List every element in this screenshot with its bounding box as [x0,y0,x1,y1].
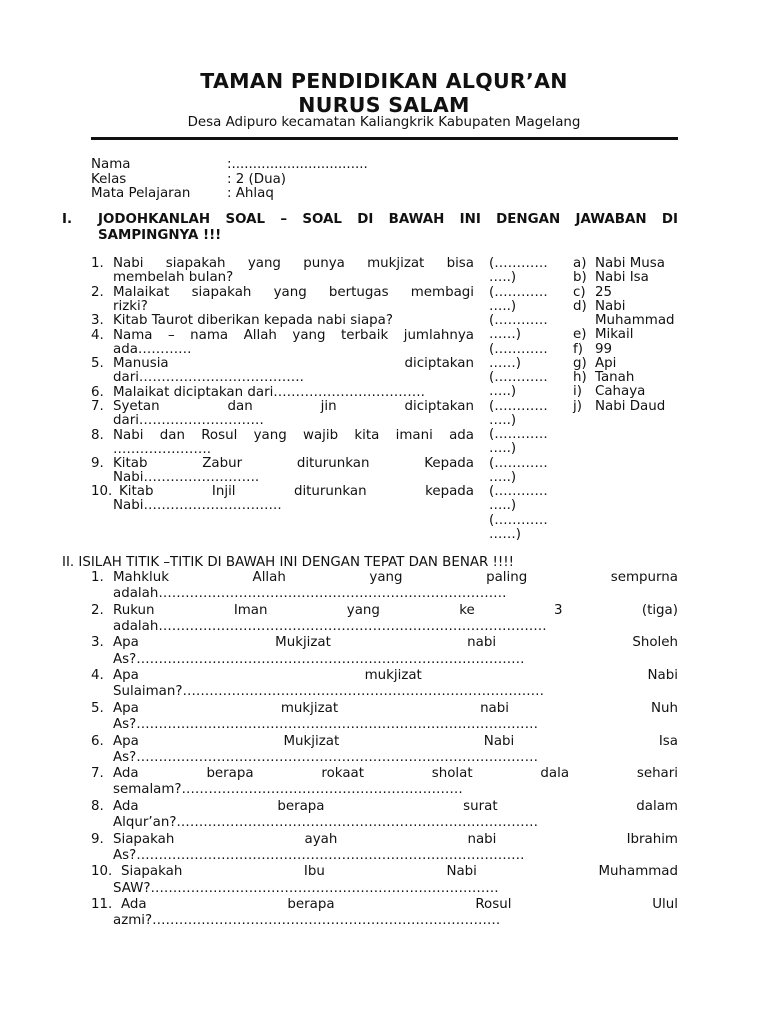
question-text: Kitab Injil diturunkan kepada [119,485,474,499]
answer-blank-line[interactable]: SAW?…………………………………………………………………… [113,880,499,896]
question-word: Rukun [113,602,155,618]
question-text: Nama – nama Allah yang terbaik jumlahnya [113,329,474,343]
question-word: rokaat [321,766,364,782]
question-word: mukjizat [364,668,422,684]
question-text [113,603,678,619]
question-number: 2. [91,285,104,300]
question-word: berapa [287,897,335,912]
option-text: Nabi [595,298,626,314]
answer-blank[interactable]: (………… [489,313,548,328]
answer-blank[interactable]: ……) [489,526,522,542]
question-word: Nabi [647,668,678,684]
answer-blank[interactable]: (………… [489,512,548,528]
question-word: nabi [467,831,497,847]
question-word: 3 [554,602,563,618]
option-letter: c) [573,284,586,300]
question-word: Sholeh [632,635,678,651]
question-word: ayah [304,831,338,847]
fill-in-question [91,570,678,602]
answer-option [573,257,665,271]
question-number: 2. [91,602,104,618]
question-word: Mukjizat [275,635,331,651]
question-number: 5. [91,700,104,716]
answer-blank[interactable]: …..) [489,412,517,428]
answer-blank-line[interactable]: Sulaiman?……………………………………………………………………… [113,684,545,700]
option-text: Muhammad [595,313,675,328]
matching-question [91,314,474,328]
option-letter: g) [573,355,587,371]
question-word: Apa [113,668,139,684]
info-value: : 2 (Dua) [227,172,286,187]
matching-question [91,457,474,486]
question-word: Allah [252,570,286,585]
question-number: 7. [91,766,104,782]
question-word: surat [463,798,498,814]
question-word: Muhammad [598,864,678,880]
option-letter: h) [573,370,587,385]
fill-in-question [91,766,678,798]
answer-option [573,314,675,328]
fill-in-question [91,897,678,929]
question-word: sehari [636,766,678,782]
question-word: (tiga) [641,602,678,618]
option-letter: b) [573,270,587,286]
question-number: 7. [91,399,104,414]
answer-blank[interactable]: …..) [489,270,517,286]
answer-option [573,343,612,357]
question-text [113,734,678,750]
answer-blank[interactable]: (………… [489,370,548,385]
section1-number: I. [62,212,73,227]
question-word: Ada [113,798,139,814]
option-text: Mikail [595,327,634,343]
answer-option [573,385,645,399]
school-name: NURUS SALAM [298,93,470,117]
info-label: Kelas [91,172,127,187]
question-word: Mukjizat [283,733,340,749]
fill-in-question [91,668,678,700]
answer-blank[interactable]: (………… [489,427,548,442]
answer-blank[interactable]: ……) [489,327,522,343]
option-text: 25 [595,284,613,300]
answer-blank[interactable]: (………… [489,256,548,271]
option-text: Cahaya [595,384,646,400]
option-text: Nabi Musa [595,256,665,271]
question-number: 6. [91,385,104,400]
question-number: 9. [91,831,104,847]
answer-blank-line[interactable]: As?…………………………………………………………………………… [113,847,525,863]
option-text: Nabi Daud [595,398,666,414]
answer-blank[interactable]: …..) [489,469,517,485]
fill-in-question [91,701,678,733]
question-word: berapa [206,766,254,782]
question-word: Ibu [303,864,325,880]
question-text [113,635,678,651]
matching-question [91,386,474,400]
question-word: sholat [431,766,473,782]
question-word: Mahkluk [113,570,169,585]
answer-blank[interactable]: (………… [489,455,548,471]
question-word: Nuh [650,700,678,716]
question-text [113,832,678,848]
question-word: berapa [277,798,325,814]
answer-blank[interactable]: (………… [489,341,548,357]
question-number: 3. [91,635,104,651]
question-text: Malaikat diciptakan dari……………………………. [113,386,425,400]
question-word: yang [346,602,380,618]
info-label: Mata Pelajaran [91,186,191,201]
option-text: Api [595,355,617,371]
question-word: Apa [113,635,139,651]
question-text [121,897,678,913]
question-number: 4. [91,668,104,684]
matching-question [91,357,474,386]
question-text: Nabi dan Rosul yang wajib kita imani ada [113,429,474,443]
question-text-cont: …………………. [113,442,211,458]
question-text [121,864,678,880]
fill-in-question [91,603,678,635]
question-word: dalam [636,798,678,814]
question-text [113,668,678,684]
option-letter: e) [573,327,587,343]
answer-blank-line[interactable]: Alqur’an?……………………………………………………………………… [113,815,538,831]
question-word: Ada [121,897,147,912]
question-text-cont: Nabi…………………………. [113,498,282,514]
question-text [113,799,678,815]
matching-question [91,329,474,358]
question-number: 8. [91,428,104,443]
answer-blank-line[interactable]: As?…………………………………………………………………………… [113,651,525,667]
option-text: Nabi Isa [595,270,649,286]
school-address: Desa Adipuro kecamatan Kaliangkrik Kabupaten Magelang [187,115,581,130]
question-word: Nabi [483,733,515,749]
question-text-cont: membelah bulan? [113,270,234,286]
question-word: yang [369,570,403,585]
answer-blank-line[interactable]: semalam?……………………………………………………… [113,782,463,798]
matching-question [91,286,474,315]
option-letter: d) [573,298,587,314]
question-word: nabi [467,635,497,651]
answer-blank-line[interactable]: As?……………………………………………………………………………… [113,749,538,765]
option-letter: a) [573,256,587,271]
question-number: 10. [91,864,113,880]
option-text: 99 [595,341,613,357]
matching-question [91,400,474,429]
question-text: Nabi siapakah yang punya mukjizat bisa [113,257,474,271]
question-word: mukjizat [280,700,339,716]
option-text: Tanah [595,370,635,385]
question-word: Ada [113,766,139,782]
question-word: Siapakah [121,864,183,880]
section1-heading: JODOHKANLAH SOAL – SOAL DI BAWAH INI DENGAN JAWABAN DI SAMPINGNYA !!! [98,212,678,243]
answer-option [573,271,649,285]
answer-blank[interactable]: (………… [489,484,548,499]
question-text: Kitab Zabur diturunkan Kepada [113,457,474,471]
question-word: paling [486,570,528,585]
info-value: : Ahlaq [227,186,274,201]
matching-question [91,485,474,514]
answer-blank[interactable]: …..) [489,498,517,514]
question-text [113,701,678,717]
answer-option [573,328,633,342]
answer-blank[interactable]: …..) [489,441,517,457]
question-text [113,766,678,782]
answer-blank-line[interactable]: adalah…………………………………………………………………………… [113,618,547,634]
question-word: Apa [113,733,139,749]
answer-option [573,371,634,385]
question-number: 11. [91,897,113,912]
question-text: Kitab Taurot diberikan kepada nabi siapa? [113,314,393,328]
question-number: 1. [91,256,104,271]
school-title: TAMAN PENDIDIKAN ALQUR’AN [200,69,568,93]
info-label: Nama [91,157,131,172]
question-number: 8. [91,798,104,814]
question-text-cont: dari………………………. [113,413,264,429]
fill-in-question [91,734,678,766]
fill-in-question [91,635,678,667]
answer-blank[interactable]: (………… [489,284,548,300]
answer-blank[interactable]: ……) [489,355,522,371]
option-letter: j) [573,398,582,414]
question-word: Iman [233,602,268,618]
question-word: nabi [480,700,509,716]
question-text: Syetan dan jin diciptakan [113,400,474,414]
question-text-cont: dari………………………………. [113,370,304,386]
question-text: Manusia diciptakan [113,357,474,371]
answer-blank[interactable]: …..) [489,384,517,400]
answer-option [573,400,665,414]
question-word: Ulul [652,897,678,912]
header-divider [91,137,678,140]
question-word: Siapakah [113,831,175,847]
info-value: :................................ [227,157,368,172]
question-word: Ibrahim [626,831,678,847]
question-word: Nabi [446,864,477,880]
answer-blank[interactable]: …..) [489,298,517,314]
answer-blank[interactable]: (………… [489,398,548,414]
question-text [113,570,678,586]
question-number: 1. [91,570,104,585]
option-letter: f) [573,341,583,357]
question-word: dala [540,766,570,782]
question-number: 9. [91,456,104,471]
answer-option [573,357,616,371]
question-word: Rosul [475,897,512,912]
answer-blank-line[interactable]: As?……………………………………………………………………………… [113,717,538,732]
question-text: Malaikat siapakah yang bertugas membagi [113,286,474,300]
section2-heading: II. ISILAH TITIK –TITIK DI BAWAH INI DENGAN TEPAT DAN BENAR !!!! [62,555,515,570]
matching-question [91,429,474,458]
question-number: 4. [91,328,104,343]
matching-question [91,257,474,286]
question-text-cont: Nabi…………………….. [113,470,260,486]
question-word: sempurna [610,570,678,585]
question-number: 3. [91,313,104,328]
question-number: 5. [91,356,104,371]
question-text-cont: ada………… [113,342,192,358]
answer-option [573,300,625,314]
question-word: Isa [658,733,678,749]
answer-option [573,286,612,300]
question-word: ke [459,602,475,618]
fill-in-question [91,799,678,831]
question-number: 6. [91,733,104,749]
question-word: Apa [113,700,139,716]
fill-in-question [91,832,678,864]
question-text-cont: rizki? [113,299,148,315]
option-letter: i) [573,384,582,400]
fill-in-question [91,864,678,896]
answer-blank-line[interactable]: adalah…………………………………………………………………… [113,586,507,602]
question-number: 10. [91,484,113,499]
answer-blank-line[interactable]: azmi?…………………………………………………………………… [113,913,501,929]
